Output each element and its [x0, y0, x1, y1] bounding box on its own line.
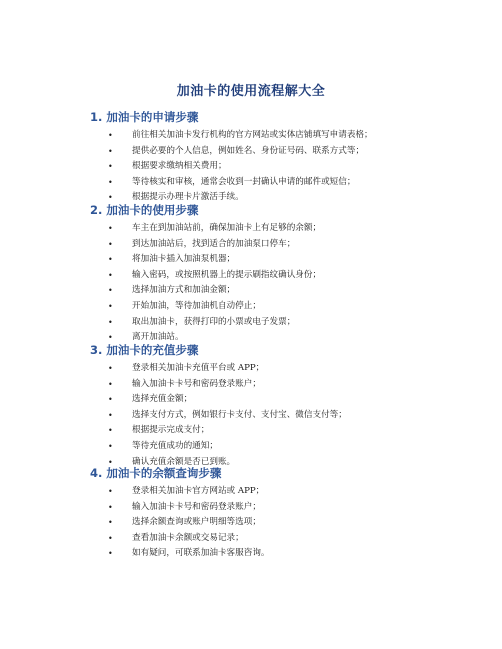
bullet-icon: • — [108, 146, 113, 156]
list-item-text: 将加油卡插入加油泵机器； — [132, 254, 236, 265]
bullet-icon: • — [108, 162, 113, 172]
section-heading: 1. 加油卡的申请步骤 — [90, 110, 199, 124]
bullet-icon: • — [108, 239, 113, 249]
section-heading: 2. 加油卡的使用步骤 — [90, 203, 199, 217]
list-item-text: 离开加油站。 — [132, 332, 184, 343]
bullet-icon: • — [108, 333, 113, 343]
bullet-icon: • — [108, 457, 113, 467]
bullet-icon: • — [108, 518, 113, 528]
bullet-icon: • — [108, 193, 113, 203]
bullet-icon: • — [108, 379, 113, 389]
section-heading: 3. 加油卡的充值步骤 — [90, 343, 199, 357]
list-item-text: 输入加油卡卡号和密码登录账户； — [132, 378, 261, 389]
bullet-icon: • — [108, 364, 113, 373]
bullet-icon: • — [108, 317, 113, 327]
bullet-icon: • — [108, 224, 113, 233]
bullet-icon: • — [108, 426, 113, 436]
list-item-text: 确认充值余额是否已到账。 — [132, 456, 236, 467]
document-title: 加油卡的使用流程解大全 — [176, 84, 326, 99]
bullet-icon: • — [108, 255, 113, 265]
bullet-icon: • — [108, 301, 113, 311]
list-item-text: 输入密码，或按照机器上的提示刷指纹确认身份； — [132, 269, 322, 280]
list-item-text: 输入加油卡卡号和密码登录账户； — [132, 501, 261, 512]
list-item-text: 如有疑问，可联系加油卡客服咨询。 — [132, 548, 270, 559]
list-item-text: 根据要求缴纳相关费用； — [132, 161, 227, 172]
bullet-icon: • — [108, 502, 113, 512]
list-item-text: 前往相关加油卡发行机构的官方网站或实体店铺填写申请表格； — [132, 130, 373, 140]
list-item-text: 选择支付方式，例如银行卡支付、支付宝、微信支付等； — [132, 409, 347, 420]
list-item-text: 登录相关加油卡充值平台或 APP； — [132, 363, 265, 373]
list-item-text: 选择余额查询或账户明细等选项； — [132, 517, 261, 528]
bullet-icon: • — [108, 410, 113, 420]
list-item-text: 根据提示办理卡片激活手续。 — [132, 192, 244, 203]
bullet-icon: • — [108, 487, 113, 496]
list-item-text: 开始加油，等待加油机自动停止； — [132, 300, 261, 311]
list-item-text: 选择充值金额； — [132, 394, 193, 405]
bullet-icon: • — [108, 441, 113, 451]
list-item-text: 等待充值成功的通知； — [132, 440, 218, 451]
list-item-text: 查看加油卡余额或交易记录； — [132, 532, 244, 543]
list-item-text: 提供必要的个人信息，例如姓名、身份证号码、联系方式等； — [132, 145, 365, 156]
section-heading: 4. 加油卡的余额查询步骤 — [90, 466, 222, 480]
bullet-icon: • — [108, 286, 113, 296]
list-item-text: 车主在到加油站前，确保加油卡上有足够的余额； — [132, 223, 322, 233]
list-item-text: 等待核实和审核，通常会收到一封确认申请的邮件或短信； — [132, 176, 356, 187]
bullet-icon: • — [108, 533, 113, 543]
bullet-icon: • — [108, 131, 113, 140]
list-item-text: 根据提示完成支付； — [132, 425, 210, 436]
list-item-text: 取出加油卡，获得打印的小票或电子发票； — [132, 316, 296, 327]
list-item-text: 登录相关加油卡官方网站或 APP； — [132, 486, 265, 496]
bullet-icon: • — [108, 395, 113, 405]
list-item-text: 到达加油站后，找到适合的加油泵口停车； — [132, 238, 296, 249]
bullet-icon: • — [108, 270, 113, 280]
bullet-icon: • — [108, 549, 113, 559]
bullet-icon: • — [108, 177, 113, 187]
list-item-text: 选择加油方式和加油金额； — [132, 285, 236, 296]
